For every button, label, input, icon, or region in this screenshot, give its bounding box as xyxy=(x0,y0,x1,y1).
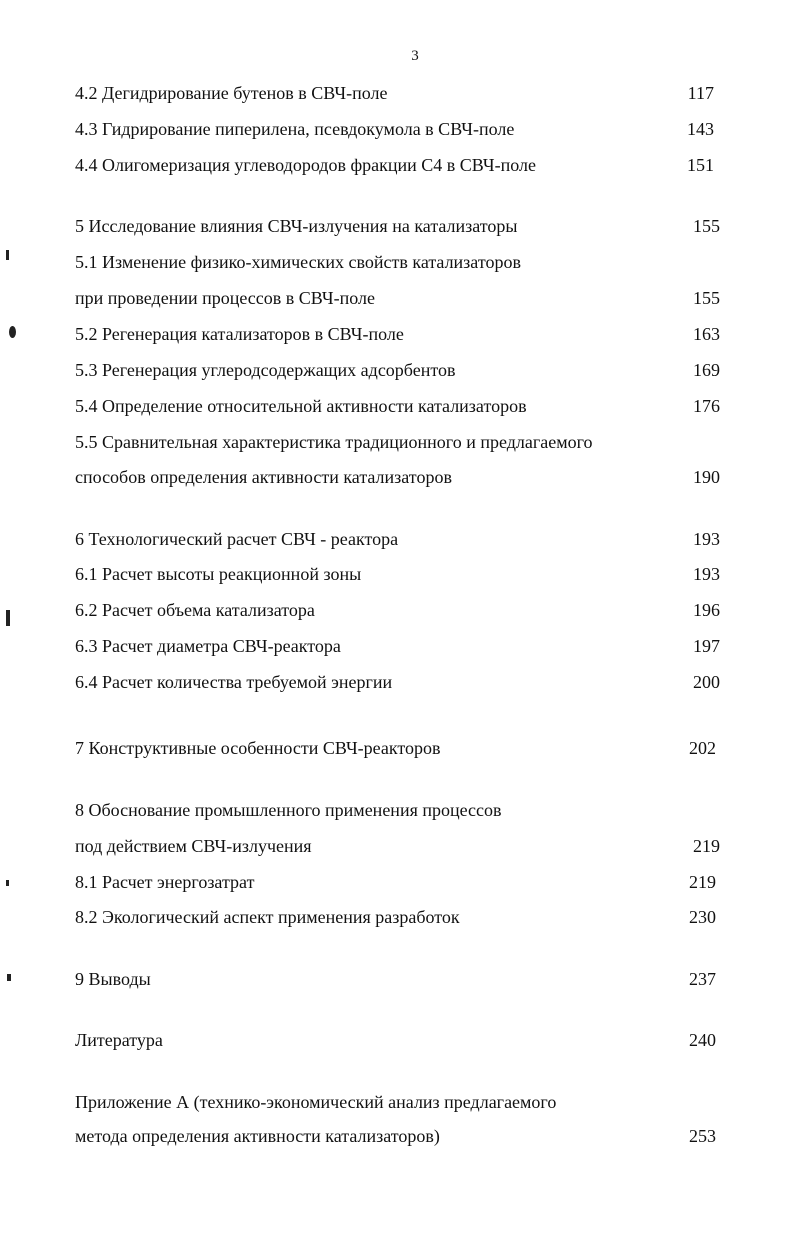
toc-entry-text: 4.2 Дегидрирование бутенов в СВЧ-поле xyxy=(75,83,388,103)
scan-mark xyxy=(6,880,9,886)
toc-entry-text: под действием СВЧ-излучения xyxy=(75,836,312,856)
toc-line xyxy=(75,869,720,895)
toc-line xyxy=(75,152,720,178)
toc-entry-page: 219 xyxy=(689,872,716,892)
toc-entry-page: 190 xyxy=(693,467,720,487)
toc-entry-page: 200 xyxy=(693,672,720,692)
toc-entry-text: Литература xyxy=(75,1030,163,1050)
toc-entry-text: 5.1 Изменение физико-химических свойств катализаторов xyxy=(75,252,521,272)
toc-line xyxy=(75,833,720,859)
toc-entry-page: 163 xyxy=(693,324,720,344)
toc-entry-text: 6.4 Расчет количества требуемой энергии xyxy=(75,672,393,692)
toc-entry-text: 6.3 Расчет диаметра СВЧ-реактора xyxy=(75,636,341,656)
toc-line xyxy=(75,669,720,695)
toc-line xyxy=(75,249,720,275)
toc-entry-text: 7 Конструктивные особенности СВЧ-реакторов xyxy=(75,738,441,758)
toc-line xyxy=(75,561,720,587)
toc-entry-text: 8.1 Расчет энергозатрат xyxy=(75,872,255,892)
toc-entry-page: 151 xyxy=(687,155,714,175)
toc-entry-page: 169 xyxy=(693,360,720,380)
toc-entry-text: метода определения активности катализаторов) xyxy=(75,1126,440,1146)
toc-entry-page: 196 xyxy=(693,600,720,620)
toc-line xyxy=(75,797,720,823)
toc-entry-page: 155 xyxy=(693,288,720,308)
toc-entry-text: 4.3 Гидрирование пиперилена, псевдокумола в СВЧ-поле xyxy=(75,119,515,139)
toc-line xyxy=(75,966,720,992)
toc-line xyxy=(75,213,720,239)
toc-line xyxy=(75,1027,720,1053)
toc-entry-page: 117 xyxy=(687,83,714,103)
scan-mark xyxy=(7,974,11,981)
toc-entry-page: 230 xyxy=(689,907,716,927)
toc-entry-page: 143 xyxy=(687,119,714,139)
toc-entry-page: 197 xyxy=(693,636,720,656)
toc-entry-text: способов определения активности катализаторов xyxy=(75,467,452,487)
toc-entry-text: 8 Обоснование промышленного применения процессов xyxy=(75,800,502,820)
toc-entry-page: 202 xyxy=(689,738,716,758)
toc-entry-text: 6.1 Расчет высоты реакционной зоны xyxy=(75,564,362,584)
toc-line xyxy=(75,1089,720,1115)
toc-entry-page: 240 xyxy=(689,1030,716,1050)
toc-line xyxy=(75,285,720,311)
toc-entry-text: 8.2 Экологический аспект применения разработок xyxy=(75,907,460,927)
toc-entry-text: 6.2 Расчет объема катализатора xyxy=(75,600,315,620)
toc-line xyxy=(75,1123,720,1149)
toc-line xyxy=(75,80,720,106)
toc-line xyxy=(75,393,720,419)
scan-mark xyxy=(6,250,9,260)
toc-entry-text: 9 Выводы xyxy=(75,969,151,989)
toc-entry-page: 219 xyxy=(693,836,720,856)
scan-mark xyxy=(9,326,16,338)
toc-entry-text: 4.4 Олигомеризация углеводородов фракции С4 в СВЧ-поле xyxy=(75,155,536,175)
toc-line xyxy=(75,321,720,347)
toc-line xyxy=(75,904,720,930)
toc-line xyxy=(75,116,720,142)
toc-line xyxy=(75,735,720,761)
page-number: 3 xyxy=(411,48,419,64)
toc-entry-text: 5.4 Определение относительной активности катализаторов xyxy=(75,396,527,416)
toc-line xyxy=(75,357,720,383)
toc-line xyxy=(75,464,720,490)
toc-line xyxy=(75,429,720,455)
scan-mark xyxy=(6,610,10,626)
toc-entry-page: 193 xyxy=(693,529,720,549)
toc-entry-text: 5.3 Регенерация углеродсодержащих адсорбентов xyxy=(75,360,456,380)
toc-entry-text: при проведении процессов в СВЧ-поле xyxy=(75,288,375,308)
toc-line xyxy=(75,526,720,552)
toc-entry-text: 6 Технологический расчет СВЧ - реактора xyxy=(75,529,399,549)
toc-entry-page: 193 xyxy=(693,564,720,584)
toc-line xyxy=(75,597,720,623)
toc-entry-text: 5 Исследование влияния СВЧ-излучения на катализаторы xyxy=(75,216,518,236)
toc-entry-text: Приложение А (технико-экономический анализ предлагаемого xyxy=(75,1092,557,1112)
toc-line xyxy=(75,633,720,659)
toc-entry-text: 5.2 Регенерация катализаторов в СВЧ-поле xyxy=(75,324,404,344)
toc-entry-page: 176 xyxy=(693,396,720,416)
toc-entry-page: 155 xyxy=(693,216,720,236)
toc-entry-text: 5.5 Сравнительная характеристика традиционного и предлагаемого xyxy=(75,432,593,452)
toc-entry-page: 253 xyxy=(689,1126,716,1146)
toc-entry-page: 237 xyxy=(689,969,716,989)
